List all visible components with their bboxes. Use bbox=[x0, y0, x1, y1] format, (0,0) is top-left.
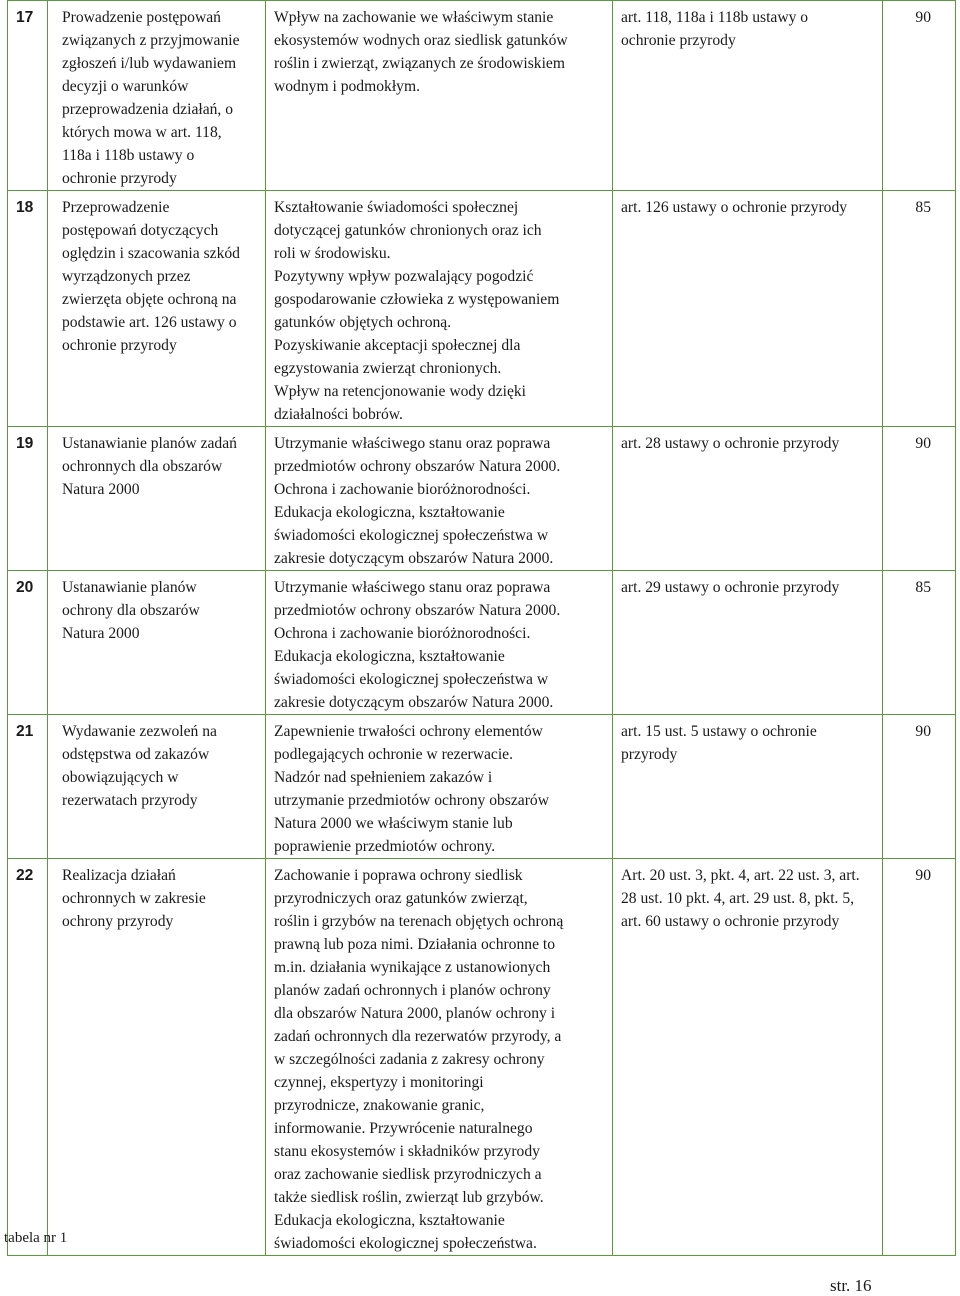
task-name-cell-line: oględzin i szacowania szkód bbox=[62, 245, 240, 262]
effect-cell bbox=[266, 715, 613, 859]
effect-cell-line: przedmiotów ochrony obszarów Natura 2000. bbox=[274, 458, 561, 475]
legal-basis-cell-line: przyrody bbox=[621, 746, 678, 763]
row-number: 22 bbox=[8, 859, 48, 1256]
effect-cell-line: także siedlisk roślin, zwierząt lub grzybów. bbox=[274, 1189, 544, 1206]
effect-cell-line: zakresie dotyczącym obszarów Natura 2000. bbox=[274, 694, 554, 711]
table-body bbox=[8, 1, 956, 1256]
effect-cell-line: Natura 2000 we właściwym stanie lub bbox=[274, 815, 513, 832]
legal-basis-cell-line: art. 28 ustawy o ochronie przyrody bbox=[621, 435, 840, 452]
effect-cell-line: dotyczącej gatunków chronionych oraz ich bbox=[274, 222, 542, 239]
task-name-cell-line: 118a i 118b ustawy o bbox=[62, 147, 195, 164]
task-name-cell-line: ochronnych dla obszarów bbox=[62, 458, 223, 475]
effect-cell-line: Pozytywny wpływ pozwalający pogodzić bbox=[274, 268, 534, 285]
legal-basis-cell bbox=[613, 715, 883, 859]
task-name-cell-line: obowiązujących w bbox=[62, 769, 179, 786]
effect-cell-line: Edukacja ekologiczna, kształtowanie bbox=[274, 1212, 505, 1229]
task-name-cell bbox=[48, 571, 266, 715]
score-cell: 90 bbox=[883, 1, 956, 191]
task-name-cell-line: ochrony przyrody bbox=[62, 913, 174, 930]
legal-basis-cell bbox=[613, 1, 883, 191]
page-number: str. 16 bbox=[830, 1276, 872, 1295]
effect-cell-line: Utrzymanie właściwego stanu oraz poprawa bbox=[274, 435, 551, 452]
score-cell: 90 bbox=[883, 859, 956, 1256]
legal-basis-cell bbox=[613, 191, 883, 427]
table-caption: tabela nr 1 bbox=[4, 1230, 68, 1246]
effect-cell-line: gospodarowanie człowieka z występowaniem bbox=[274, 291, 560, 308]
task-name-cell bbox=[48, 1, 266, 191]
effect-cell-line: przedmiotów ochrony obszarów Natura 2000. bbox=[274, 602, 561, 619]
task-name-cell-line: Ustanawianie planów bbox=[62, 579, 197, 596]
effect-cell bbox=[266, 427, 613, 571]
task-name-cell-line: wyrządzonych przez bbox=[62, 268, 191, 285]
legal-basis-cell bbox=[613, 859, 883, 1256]
effect-cell-line: Ochrona i zachowanie bioróżnorodności. bbox=[274, 625, 531, 642]
effect-cell-line: roślin i grzybów na terenach objętych ochroną bbox=[274, 913, 564, 930]
effect-cell-line: egzystowania zwierząt chronionych. bbox=[274, 360, 502, 377]
effect-cell-line: roślin i zwierząt, związanych ze środowiskiem bbox=[274, 55, 565, 72]
task-name-cell-line: przeprowadzenia działań, o bbox=[62, 101, 234, 118]
effect-cell-line: stanu ekosystemów i składników przyrody bbox=[274, 1143, 540, 1160]
effect-cell-line: czynnej, ekspertyzy i monitoringi bbox=[274, 1074, 484, 1091]
effect-cell-line: świadomości ekologicznej społeczeństwa w bbox=[274, 671, 549, 688]
effect-cell-line: poprawienie przedmiotów ochrony. bbox=[274, 838, 496, 855]
effect-cell-line: ekosystemów wodnych oraz siedlisk gatunków bbox=[274, 32, 568, 49]
table-row bbox=[8, 427, 956, 571]
effect-cell-line: roli w środowisku. bbox=[274, 245, 391, 262]
effect-cell-line: Ochrona i zachowanie bioróżnorodności. bbox=[274, 481, 531, 498]
task-name-cell-line: rezerwatach przyrody bbox=[62, 792, 198, 809]
score-cell: 85 bbox=[883, 191, 956, 427]
task-name-cell-line: ochronnych w zakresie bbox=[62, 890, 206, 907]
effect-cell-line: Utrzymanie właściwego stanu oraz poprawa bbox=[274, 579, 551, 596]
effect-cell bbox=[266, 859, 613, 1256]
effect-cell-line: przyrodnicze, znakowanie granic, bbox=[274, 1097, 485, 1114]
effect-cell-line: Wpływ na retencjonowanie wody dzięki bbox=[274, 383, 527, 400]
task-name-cell-line: decyzji o warunków bbox=[62, 78, 189, 95]
table-row bbox=[8, 859, 956, 1256]
effect-cell-line: Zachowanie i poprawa ochrony siedlisk bbox=[274, 867, 523, 884]
legal-basis-cell-line: art. 15 ust. 5 ustawy o ochronie bbox=[621, 723, 817, 740]
effect-cell-line: przyrodniczych oraz gatunków zwierząt, bbox=[274, 890, 528, 907]
effect-cell-line: Edukacja ekologiczna, kształtowanie bbox=[274, 504, 505, 521]
effect-cell-line: planów zadań ochronnych i planów ochrony bbox=[274, 982, 551, 999]
table-row bbox=[8, 571, 956, 715]
task-name-cell-line: Natura 2000 bbox=[62, 625, 140, 642]
effect-cell-line: m.in. działania wynikające z ustanowionych bbox=[274, 959, 551, 976]
effect-cell-line: Kształtowanie świadomości społecznej bbox=[274, 199, 519, 216]
effect-cell-line: wodnym i podmokłym. bbox=[274, 78, 420, 95]
effect-cell-line: w szczególności zadania z zakresy ochrony bbox=[274, 1051, 545, 1068]
task-name-cell-line: Natura 2000 bbox=[62, 481, 140, 498]
task-name-cell-line: Wydawanie zezwoleń na bbox=[62, 723, 217, 740]
effect-cell-line: świadomości ekologicznej społeczeństwa. bbox=[274, 1235, 537, 1252]
effect-cell-line: oraz zachowanie siedlisk przyrodniczych a bbox=[274, 1166, 542, 1183]
row-number: 21 bbox=[8, 715, 48, 859]
task-name-cell-line: Ustanawianie planów zadań bbox=[62, 435, 237, 452]
legal-basis-cell-line: art. 118, 118a i 118b ustawy o bbox=[621, 9, 809, 26]
task-name-cell-line: postępowań dotyczących bbox=[62, 222, 219, 239]
effect-cell-line: utrzymanie przedmiotów ochrony obszarów bbox=[274, 792, 549, 809]
task-name-cell bbox=[48, 859, 266, 1256]
task-name-cell-line: podstawie art. 126 ustawy o bbox=[62, 314, 237, 331]
legal-basis-cell-line: Art. 20 ust. 3, pkt. 4, art. 22 ust. 3, art. bbox=[621, 867, 860, 884]
effect-cell-line: zadań ochronnych dla rezerwatów przyrody, a bbox=[274, 1028, 562, 1045]
legal-basis-cell bbox=[613, 427, 883, 571]
effect-cell bbox=[266, 191, 613, 427]
services-table bbox=[7, 0, 956, 1256]
effect-cell-line: Wpływ na zachowanie we właściwym stanie bbox=[274, 9, 554, 26]
task-name-cell-line: ochronie przyrody bbox=[62, 337, 177, 354]
effect-cell bbox=[266, 571, 613, 715]
task-name-cell bbox=[48, 715, 266, 859]
effect-cell-line: prawną lub poza nimi. Działania ochronne to bbox=[274, 936, 556, 953]
effect-cell-line: gatunków objętych ochroną. bbox=[274, 314, 452, 331]
effect-cell-line: Nadzór nad spełnieniem zakazów i bbox=[274, 769, 493, 786]
row-number: 18 bbox=[8, 191, 48, 427]
legal-basis-cell-line: art. 29 ustawy o ochronie przyrody bbox=[621, 579, 840, 596]
table-row bbox=[8, 1, 956, 191]
effect-cell-line: Pozyskiwanie akceptacji społecznej dla bbox=[274, 337, 521, 354]
effect-cell-line: Edukacja ekologiczna, kształtowanie bbox=[274, 648, 505, 665]
score-cell: 90 bbox=[883, 715, 956, 859]
task-name-cell-line: ochronie przyrody bbox=[62, 170, 177, 187]
task-name-cell-line: Przeprowadzenie bbox=[62, 199, 170, 216]
task-name-cell bbox=[48, 427, 266, 571]
effect-cell-line: działalności bobrów. bbox=[274, 406, 403, 423]
effect-cell-line: zakresie dotyczącym obszarów Natura 2000. bbox=[274, 550, 554, 567]
task-name-cell-line: Prowadzenie postępowań bbox=[62, 9, 221, 26]
task-name-cell-line: zgłoszeń i/lub wydawaniem bbox=[62, 55, 237, 72]
effect-cell-line: świadomości ekologicznej społeczeństwa w bbox=[274, 527, 549, 544]
legal-basis-cell bbox=[613, 571, 883, 715]
table-row bbox=[8, 191, 956, 427]
effect-cell-line: podlegających ochronie w rezerwacie. bbox=[274, 746, 513, 763]
row-number: 20 bbox=[8, 571, 48, 715]
task-name-cell-line: zwierzęta objęte ochroną na bbox=[62, 291, 237, 308]
legal-basis-cell-line: ochronie przyrody bbox=[621, 32, 736, 49]
effect-cell bbox=[266, 1, 613, 191]
task-name-cell-line: związanych z przyjmowanie bbox=[62, 32, 240, 49]
score-cell: 90 bbox=[883, 427, 956, 571]
task-name-cell-line: których mowa w art. 118, bbox=[62, 124, 222, 141]
table-row bbox=[8, 715, 956, 859]
effect-cell-line: dla obszarów Natura 2000, planów ochrony i bbox=[274, 1005, 556, 1022]
legal-basis-cell-line: 28 ust. 10 pkt. 4, art. 29 ust. 8, pkt. 5, bbox=[621, 890, 855, 907]
row-number: 19 bbox=[8, 427, 48, 571]
effect-cell-line: Zapewnienie trwałości ochrony elementów bbox=[274, 723, 543, 740]
row-number: 17 bbox=[8, 1, 48, 191]
task-name-cell bbox=[48, 191, 266, 427]
legal-basis-cell-line: art. 60 ustawy o ochronie przyrody bbox=[621, 913, 840, 930]
task-name-cell-line: ochrony dla obszarów bbox=[62, 602, 200, 619]
task-name-cell-line: odstępstwa od zakazów bbox=[62, 746, 210, 763]
effect-cell-line: informowanie. Przywrócenie naturalnego bbox=[274, 1120, 533, 1137]
task-name-cell-line: Realizacja działań bbox=[62, 867, 176, 884]
score-cell: 85 bbox=[883, 571, 956, 715]
legal-basis-cell-line: art. 126 ustawy o ochronie przyrody bbox=[621, 199, 848, 216]
